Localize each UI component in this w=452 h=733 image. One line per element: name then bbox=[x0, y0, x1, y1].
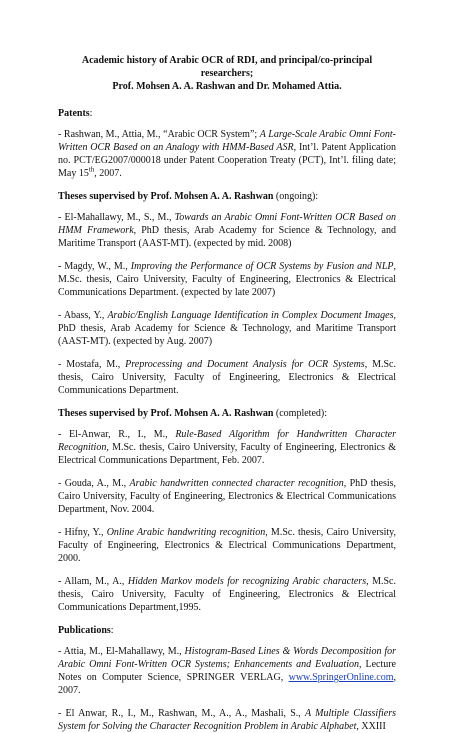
thesis-entry: - Mostafa, M., Preprocessing and Document Analysis for OCR Systems, M.Sc. thesis, Cairo University, Faculty of Engineering, Electronics & Electrical Communications Department. bbox=[58, 359, 396, 396]
thesis-entry: - Allam, M., A., Hidden Markov models for recognizing Arabic characters, M.Sc. thesis, Cairo University, Faculty of Engineering, Electronics & Electrical Communications Department,1995. bbox=[58, 576, 396, 613]
thesis-entry: - Gouda, A., M., Arabic handwritten connected character recognition, PhD thesis, Cairo University, Faculty of Engineering, Electronics & Electrical Communications Department, Nov. 2004. bbox=[58, 478, 396, 515]
thesis-entry: - Hifny, Y., Online Arabic handwriting recognition, M.Sc. thesis, Cairo University, Faculty of Engineering, Electronics & Electrical Communications Department, 2000. bbox=[58, 527, 396, 564]
publications-heading: Publications: bbox=[58, 625, 114, 636]
publication-entry: - Attia, M., El-Mahallawy, M., Histogram-Based Lines & Words Decomposition for Arabic Omni Font-Written OCR Systems; Enhancements and Evaluation, Lecture Notes on Computer Science, SPRINGER VERLAG, www.SpringerOnline.com, 2007. bbox=[58, 646, 396, 696]
publication-entry: - El Anwar, R., I., M., Rashwan, M., A., A., Mashali, S., A Multiple Classifiers System for Solving the Character Recognition Problem in Arabic Alphabet, XXIII bbox=[58, 708, 396, 732]
completed-theses-heading: Theses supervised by Prof. Mohsen A. A. Rashwan (completed): bbox=[58, 408, 327, 419]
completed-theses-section bbox=[58, 407, 396, 614]
ongoing-theses-heading: Theses supervised by Prof. Mohsen A. A. Rashwan (ongoing): bbox=[58, 191, 319, 202]
publications-section bbox=[58, 624, 396, 733]
patents-section bbox=[58, 107, 396, 180]
ongoing-theses-section bbox=[58, 190, 396, 397]
thesis-entry: - Magdy, W., M., Improving the Performance of OCR Systems by Fusion and NLP, M.Sc. thesis, Cairo University, Faculty of Engineering, Electronics & Electrical Communications Department. (expected by late 2007) bbox=[58, 261, 396, 298]
patent-entry: - Rashwan, M., Attia, M., “Arabic OCR System”; A Large-Scale Arabic Omni Font-Written OCR Based on an Analogy with HMM-Based ASR, Int’l. Patent Application no. PCT/EG2007/000018 under Patent Cooperation Treaty (PCT), Int’l. filing date; May 15th, 2007. bbox=[58, 129, 396, 179]
springer-link[interactable]: www.SpringerOnline.com bbox=[288, 672, 394, 683]
thesis-entry: - El-Anwar, R., I., M., Rule-Based Algorithm for Handwritten Character Recognition, M.Sc. thesis, Cairo University, Faculty of Engineering, Electronics & Electrical Communications Department, Feb. 2007. bbox=[58, 429, 396, 466]
document-title: Academic history of Arabic OCR of RDI, and principal/co-principal researchers; Prof. Mohsen A. A. Rashwan and Dr. Mohamed Attia. bbox=[81, 55, 373, 92]
patents-heading: Patents: bbox=[58, 108, 93, 119]
thesis-entry: - El-Mahallawy, M., S., M., Towards an Arabic Omni Font-Written OCR Based on HMM Framework, PhD thesis, Arab Academy for Science & Technology, and Maritime Transport (AAST-MT). (expected by mid. 2008) bbox=[58, 212, 396, 249]
thesis-entry: - Abass, Y., Arabic/English Language Identification in Complex Document Images, PhD thesis, Arab Academy for Science & Technology, and Maritime Transport (AAST-MT). (expected by Aug. 2007) bbox=[58, 310, 396, 347]
